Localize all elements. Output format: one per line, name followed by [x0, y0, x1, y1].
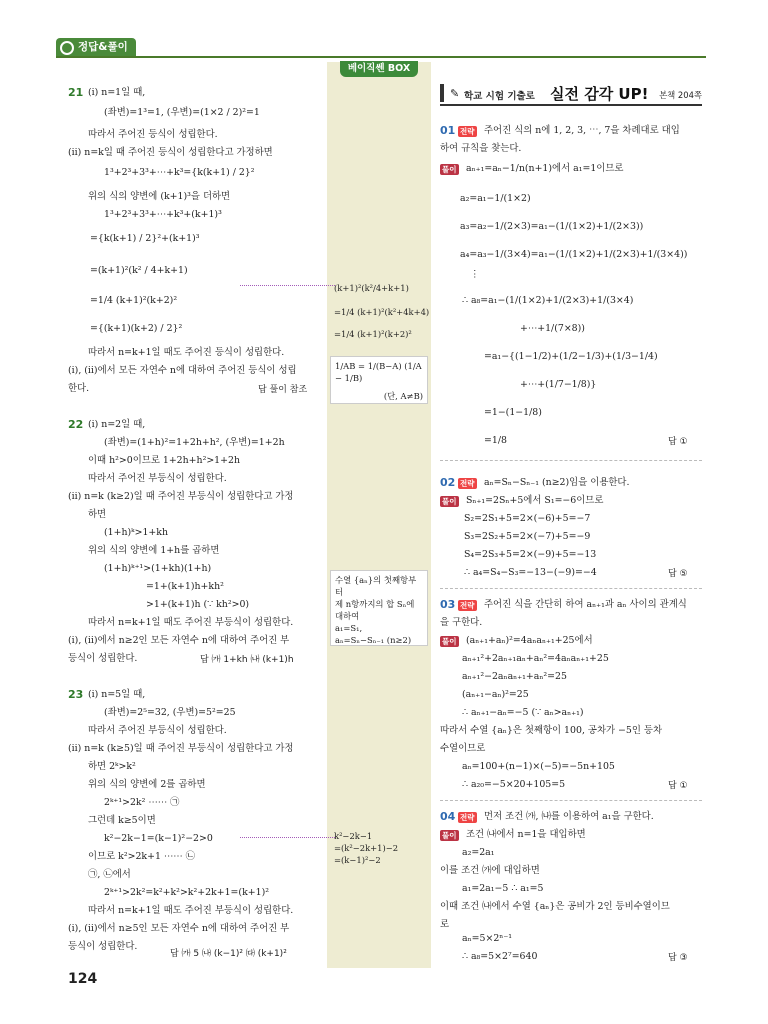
hint-2-l1: 수열 {aₙ}의 첫째항부터	[335, 575, 417, 597]
left-line-24: (1+h)ᵏ⁺¹>(1+kh)(1+h)	[104, 563, 212, 574]
left-line-10: =1/4 (k+1)²(k+2)²	[90, 295, 178, 306]
left-line-25: =1+(k+1)h+kh²	[146, 581, 224, 592]
left-line-43: 따라서 n=k+1일 때도 주어진 부등식이 성립한다.	[88, 905, 294, 916]
side-note-0: (k+1)²(k²/4+k+1)	[334, 283, 409, 293]
pencil-icon: ✎	[450, 87, 460, 100]
title-label: 학교 시험 기출로	[464, 91, 535, 102]
left-line-27: 따라서 n=k+1일 때도 주어진 부등식이 성립한다.	[88, 617, 294, 628]
label-tag-3: 풀이	[442, 497, 457, 506]
left-line-31: (ⅰ) n=5일 때,	[88, 689, 146, 700]
right-line-4: a₂=a₁−1/(1×2)	[460, 193, 531, 204]
right-line-31: aₙ=100+(n−1)×(−5)=−5n+105	[462, 761, 615, 772]
left-line-44: (ⅰ), (ⅱ)에서 n≥5인 모든 자연수 n에 대하여 주어진 부	[68, 923, 290, 934]
right-line-42: ∴ a₈=5×2⁷=640	[462, 951, 538, 962]
hint-1-line: 1/AB = 1/(B−A) (1/A − 1/B)	[335, 361, 422, 383]
answer-right-1: 답 ⑤	[668, 569, 688, 579]
left-line-30: 23	[68, 688, 84, 701]
right-line-26: aₙ₊₁²−2aₙaₙ₊₁+aₙ²=25	[462, 671, 567, 682]
left-line-2: (좌변)=1³=1, (우변)=(1×2 / 2)²=1	[104, 107, 260, 118]
right-line-19: S₄=2S₃+5=2×(−9)+5=−13	[464, 549, 597, 560]
left-line-13: (ⅰ), (ⅱ)에서 모든 자연수 n에 대하여 주어진 등식이 성립	[68, 365, 297, 376]
title-ref: 본책 204쪽	[659, 90, 702, 100]
right-line-40: 로	[440, 919, 450, 930]
right-line-33: 04	[440, 810, 456, 823]
answer-left-1: 답 ㈎ 1+kh ㈏ (k+1)h	[200, 655, 294, 665]
left-line-21: 하면	[88, 509, 107, 520]
right-line-28: ∴ aₙ₊₁−aₙ=−5 (∵ aₙ>aₙ₊₁)	[462, 707, 584, 718]
left-line-14: 한다.	[68, 383, 90, 394]
label-tag-7: 풀이	[442, 831, 457, 840]
right-line-0: 01	[440, 124, 456, 137]
left-line-39: k²−2k−1=(k−1)²−2>0	[104, 833, 213, 844]
section-rule-2	[440, 588, 702, 589]
right-line-22: 주어진 식을 간단히 하여 aₙ₊₁과 aₙ 사이의 관계식	[484, 599, 687, 610]
answer-right-2: 답 ①	[668, 781, 688, 791]
hint-box-2	[330, 570, 428, 646]
side-note-1: =1/4 (k+1)²(k²+4k+4)	[334, 307, 430, 317]
right-line-41: aₙ=5×2ⁿ⁻¹	[462, 933, 513, 944]
right-line-1: 주어진 식의 n에 1, 2, 3, ⋯, 7을 차례대로 대입	[484, 125, 680, 136]
label-tag-4: 전략	[460, 601, 475, 610]
right-line-30: 수열이므로	[440, 743, 486, 754]
right-line-17: S₂=2S₁+5=2×(−6)+5=−7	[464, 513, 591, 524]
side-3-l1: k²−2k−1	[334, 831, 373, 841]
left-line-7: 1³+2³+3³+⋯+k³+(k+1)³	[104, 209, 222, 220]
left-line-16: (ⅰ) n=2일 때,	[88, 419, 146, 430]
right-line-14: 02	[440, 476, 456, 489]
left-line-23: 위의 식의 양변에 1+h를 곱하면	[88, 545, 220, 556]
left-line-8: ={k(k+1) / 2}²+(k+1)³	[90, 233, 200, 244]
right-line-34: 먼저 조건 ㈎, ㈏를 이용하여 a₁을 구한다.	[484, 811, 654, 822]
right-line-18: S₃=2S₂+5=2×(−7)+5=−9	[464, 531, 591, 542]
right-line-5: a₃=a₂−1/(2×3)=a₁−(1/(1×2)+1/(2×3))	[460, 221, 644, 232]
right-line-8: ∴ a₈=a₁−(1/(1×2)+1/(2×3)+1/(3×4)	[462, 295, 634, 306]
right-line-25: aₙ₊₁²+2aₙ₊₁aₙ+aₙ²=4aₙaₙ₊₁+25	[462, 653, 609, 664]
right-line-29: 따라서 수열 {aₙ}은 첫째항이 100, 공차가 −5인 등차	[440, 725, 663, 736]
right-line-15: aₙ=Sₙ−Sₙ₋₁ (n≥2)임을 이용한다.	[484, 477, 630, 488]
right-line-38: a₁=2a₁−5 ∴ a₁=5	[462, 883, 544, 894]
left-line-9: =(k+1)²(k² / 4+k+1)	[90, 265, 188, 276]
left-line-40: 이므로 k²>2k+1 ⋯⋯ ㉡	[88, 851, 195, 862]
hint-2-l2: 제 n항까지의 합 Sₙ에	[335, 599, 415, 609]
left-line-32: (좌변)=2⁵=32, (우변)=5²=25	[104, 707, 236, 718]
left-line-34: (ⅱ) n=k (k≥5)일 때 주어진 부등식이 성립한다고 가정	[68, 743, 294, 754]
right-line-24: (aₙ₊₁+aₙ)²=4aₙaₙ₊₁+25에서	[466, 635, 593, 646]
right-line-32: ∴ a₂₀=−5×20+105=5	[462, 779, 566, 790]
right-line-9: +⋯+1/(7×8))	[520, 323, 585, 334]
left-line-28: (ⅰ), (ⅱ)에서 n≥2인 모든 자연수 n에 대하여 주어진 부	[68, 635, 290, 646]
left-line-15: 22	[68, 418, 84, 431]
right-line-20: ∴ a₄=S₄−S₃=−13−(−9)=−4	[464, 567, 597, 578]
section-rule-3	[440, 800, 702, 801]
side-note-2: =1/4 (k+1)²(k+2)²	[334, 329, 412, 339]
hint-2-l4: a₁=S₁,	[335, 623, 363, 633]
left-line-11: ={(k+1)(k+2) / 2}²	[90, 323, 183, 334]
left-line-37: 2ᵏ⁺¹>2k² ⋯⋯ ㉠	[104, 797, 180, 808]
left-line-42: 2ᵏ⁺¹>2k²=k²+k²>k²+2k+1=(k+1)²	[104, 887, 269, 898]
label-tag-2: 전략	[460, 479, 475, 488]
left-line-41: ㉠, ㉡에서	[88, 869, 131, 880]
page-number: 124	[68, 971, 98, 987]
left-line-33: 따라서 주어진 부등식이 성립한다.	[88, 725, 227, 736]
left-line-0: 21	[68, 86, 84, 99]
answer-left-0: 답 풀이 참조	[258, 385, 308, 395]
left-line-18: 이때 h²>0이므로 1+2h+h²>1+2h	[88, 455, 241, 466]
right-line-35: 조건 ㈏에서 n=1을 대입하면	[466, 829, 586, 840]
sidebar-tab: 베이직쎈 BOX	[340, 61, 418, 77]
header-tab	[56, 38, 136, 56]
left-line-19: 따라서 주어진 부등식이 성립한다.	[88, 473, 227, 484]
left-line-36: 위의 식의 양변에 2를 곱하면	[88, 779, 206, 790]
left-line-35: 하면 2ᵏ>k²	[88, 761, 136, 772]
label-tag-5: 풀이	[442, 637, 457, 646]
left-line-1: (ⅰ) n=1일 때,	[88, 87, 146, 98]
page-header	[56, 36, 706, 62]
left-line-26: >1+(k+1)h (∵ kh²>0)	[146, 599, 250, 610]
left-line-5: 1³+2³+3³+⋯+k³={k(k+1) / 2}²	[104, 167, 255, 178]
side-3-l3: =(k−1)²−2	[334, 855, 381, 865]
clock-icon	[60, 41, 74, 55]
answer-right-0: 답 ①	[668, 437, 688, 447]
right-line-39: 이때 조건 ㈏에서 수열 {aₙ}은 공비가 2인 등비수열이므	[440, 901, 670, 912]
right-line-16: Sₙ₊₁=2Sₙ+5에서 S₁=−6이므로	[466, 495, 604, 506]
left-line-3: 따라서 주어진 등식이 성립한다.	[88, 129, 218, 140]
side-3-l2: =(k²−2k+1)−2	[334, 843, 399, 853]
right-line-7: ⋮	[470, 269, 480, 280]
right-line-36: a₂=2a₁	[462, 847, 495, 858]
left-line-12: 따라서 n=k+1일 때도 주어진 등식이 성립한다.	[88, 347, 285, 358]
left-line-38: 그런데 k≥5이면	[88, 815, 156, 826]
hint-box-1	[330, 356, 428, 404]
right-line-11: +⋯+(1/7−1/8)}	[520, 379, 597, 390]
right-line-21: 03	[440, 598, 456, 611]
title-big: 실전 감각 UP!	[550, 85, 649, 103]
right-line-12: =1−(1−1/8)	[484, 407, 542, 418]
right-line-6: a₄=a₃−1/(3×4)=a₁−(1/(1×2)+1/(2×3)+1/(3×4))	[460, 249, 688, 260]
right-line-13: =1/8	[484, 435, 507, 446]
right-line-3: aₙ₊₁=aₙ−1/n(n+1)에서 a₁=1이므로	[466, 163, 624, 174]
hint-2-l5: aₙ=Sₙ−Sₙ₋₁ (n≥2)	[335, 635, 412, 645]
right-line-27: (aₙ₊₁−aₙ)²=25	[462, 689, 529, 700]
label-tag-0: 전략	[460, 127, 475, 136]
header-rule	[56, 56, 706, 58]
hint-1-cond: (단, A≠B)	[383, 391, 423, 401]
label-tag-1: 풀이	[442, 165, 457, 174]
header-title: 정답&풀이	[78, 41, 128, 53]
answer-left-2: 답 ㈎ 5 ㈏ (k−1)² ㈐ (k+1)²	[170, 949, 287, 959]
connector-1	[240, 285, 335, 286]
left-line-29: 등식이 성립한다.	[68, 653, 138, 664]
right-line-37: 이를 조건 ㈎에 대입하면	[440, 865, 540, 876]
connector-2	[240, 837, 335, 838]
left-line-4: (ⅱ) n=k일 때 주어진 등식이 성립한다고 가정하면	[68, 147, 273, 158]
left-line-22: (1+h)ᵏ>1+kh	[104, 527, 168, 538]
left-line-6: 위의 식의 양변에 (k+1)³을 더하면	[88, 191, 231, 202]
right-title	[440, 82, 702, 106]
section-rule-1	[440, 460, 702, 461]
answer-right-3: 답 ③	[668, 953, 688, 963]
left-line-17: (좌변)=(1+h)²=1+2h+h², (우변)=1+2h	[104, 437, 285, 448]
right-line-2: 하여 규칙을 찾는다.	[440, 143, 522, 154]
side-note-3	[334, 830, 398, 866]
left-line-20: (ⅱ) n=k (k≥2)일 때 주어진 부등식이 성립한다고 가정	[68, 491, 294, 502]
left-line-45: 등식이 성립한다.	[68, 941, 138, 952]
label-tag-6: 전략	[460, 813, 475, 822]
right-line-10: =a₁−{(1−1/2)+(1/2−1/3)+(1/3−1/4)	[484, 351, 658, 362]
hint-2-l3: 대하여	[335, 611, 360, 621]
right-line-23: 을 구한다.	[440, 617, 483, 628]
